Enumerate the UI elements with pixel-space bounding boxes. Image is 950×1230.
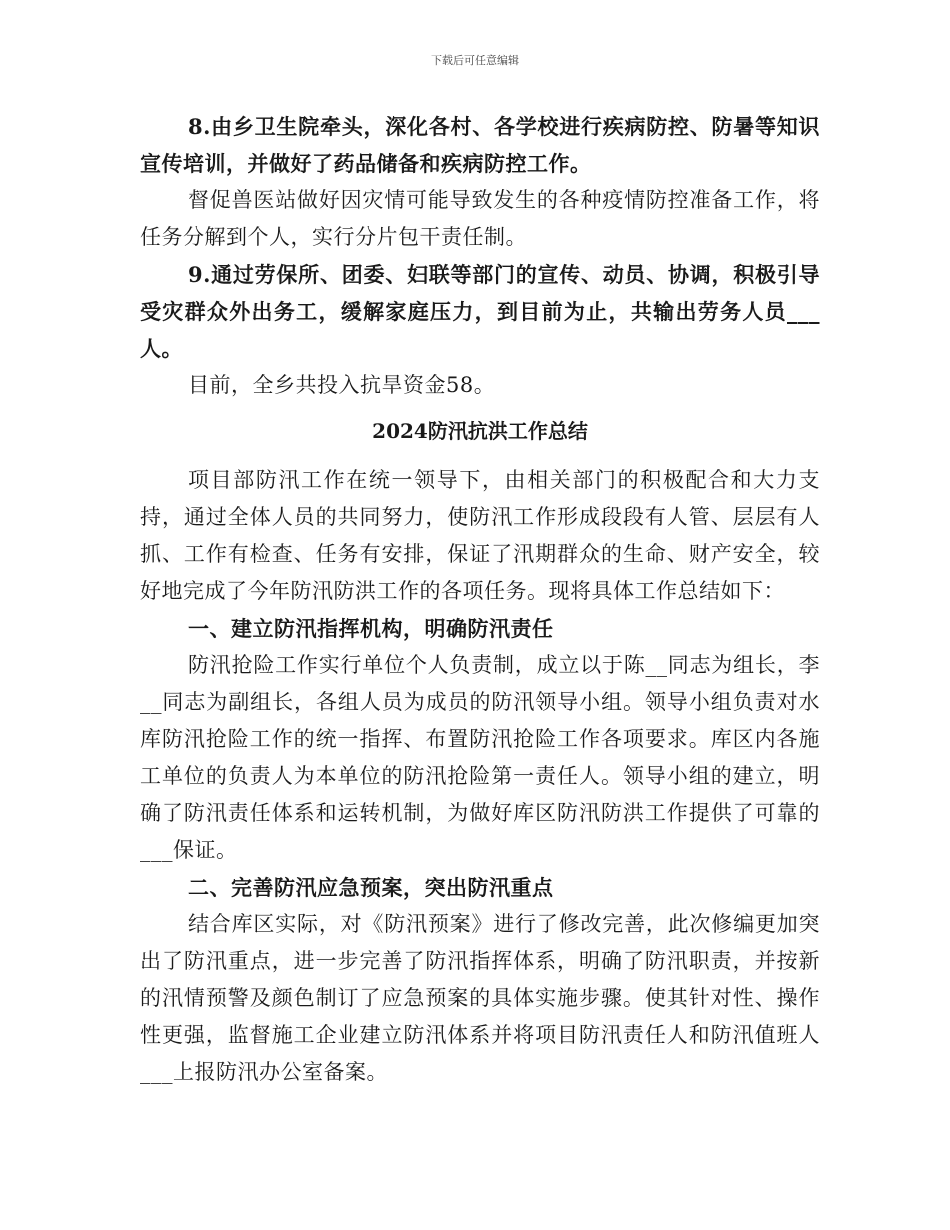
paragraph-item-8-detail: 督促兽医站做好因灾情可能导致发生的各种疫情防控准备工作，将任务分解到个人，实行分片包干责任制。 [140,188,820,249]
page-header-note: 下载后可任意编辑 [431,54,519,67]
section-heading-1: 一、建立防汛指挥机构，明确防汛责任 [188,616,554,641]
paragraph-item-9-detail: 目前，全乡共投入抗旱资金58。 [188,373,496,397]
document-title: 2024防汛抗洪工作总结 [372,419,588,443]
paragraph-item-8: 8.由乡卫生院牵头，深化各村、各学校进行疾病防控、防暑等知识宣传培训，并做好了药品储备和疾病防控工作。 [140,114,820,176]
paragraph-item-9: 9.通过劳保所、团委、妇联等部门的宣传、动员、协调，积极引导受灾群众外出务工，缓解家庭压力，到目前为止，共输出劳务人员___人。 [140,262,820,361]
intro-paragraph: 项目部防汛工作在统一领导下，由相关部门的积极配合和大力支持，通过全体人员的共同努力，使防汛工作形成段段有人管、层层有人抓、工作有检查、任务有安排，保证了汛期群众的生命、财产安全，较好地完成了今年防汛防洪工作的各项任务。现将具体工作总结如下： [140,468,820,603]
section-1-paragraph: 防汛抢险工作实行单位个人负责制，成立以于陈__同志为组长，李__同志为副组长，各组人员为成员的防汛领导小组。领导小组负责对水库防汛抢险工作的统一指挥、布置防汛抢险工作各项要求。库区内各施工单位的负责人为本单位的防汛抢险第一责任人。领导小组的建立，明确了防汛责任体系和运转机制，为做好库区防汛防洪工作提供了可靠的___保证。 [140,653,820,862]
section-2-paragraph: 结合库区实际，对《防汛预案》进行了修改完善，此次修编更加突出了防汛重点，进一步完善了防汛指挥体系，明确了防汛职责，并按新的汛情预警及颜色制订了应急预案的具体实施步骤。使其针对性、操作性更强，监督施工企业建立防汛体系并将项目防汛责任人和防汛值班人___上报防汛办公室备案。 [140,912,820,1084]
document-body [140,108,820,1091]
section-heading-2: 二、完善防汛应急预案，突出防汛重点 [188,875,554,900]
